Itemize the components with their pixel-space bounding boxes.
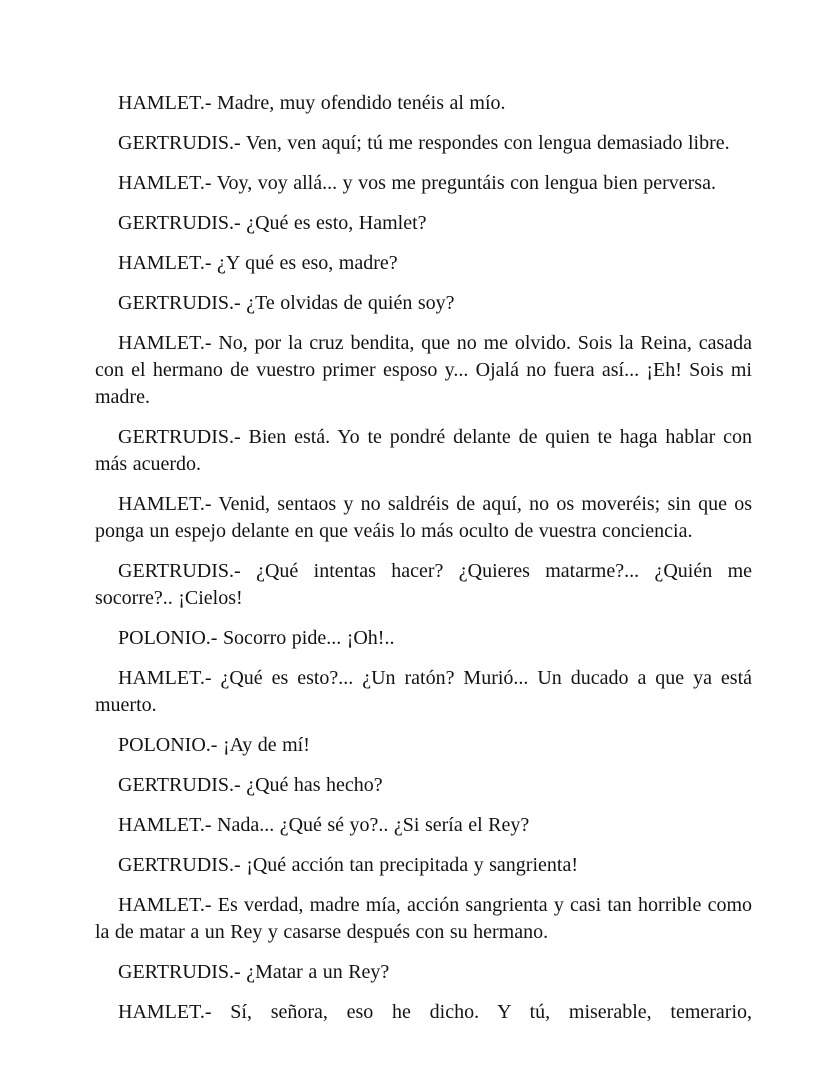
dialogue-line: Nada... ¿Qué sé yo?.. ¿Si sería el Rey? xyxy=(217,814,530,836)
dialogue-paragraph xyxy=(95,625,752,652)
dialogue-paragraph xyxy=(95,772,752,799)
dialogue-paragraph xyxy=(95,665,752,719)
speaker-name: GERTRUDIS.- xyxy=(118,212,241,234)
dialogue-paragraph xyxy=(95,424,752,478)
dialogue-line: ¿Qué es esto?... ¿Un ratón? Murió... Un ducado a que ya está muerto. xyxy=(95,667,753,716)
dialogue-paragraph xyxy=(95,558,752,612)
dialogue-paragraph xyxy=(95,732,752,759)
dialogue-paragraph xyxy=(95,999,752,1026)
dialogue-paragraph xyxy=(95,852,752,879)
dialogue-paragraph xyxy=(95,330,752,411)
speaker-name: GERTRUDIS.- xyxy=(118,132,241,154)
dialogue-line: ¡Ay de mí! xyxy=(222,734,310,756)
dialogue-paragraph xyxy=(95,250,752,277)
speaker-name: HAMLET.- xyxy=(118,332,212,354)
speaker-name: HAMLET.- xyxy=(118,92,212,114)
speaker-name: GERTRUDIS.- xyxy=(118,426,241,448)
dialogue-line: No, por la cruz bendita, que no me olvido. Sois la Reina, casada con el hermano de vuestro primer esposo y... Ojalá no fuera así... ¡Eh! Sois mi madre. xyxy=(95,332,752,408)
speaker-name: HAMLET.- xyxy=(118,252,212,274)
speaker-name: GERTRUDIS.- xyxy=(118,854,241,876)
dialogue-line: Es verdad, madre mía, acción sangrienta y casi tan horrible como la de matar a un Rey y casarse después con su hermano. xyxy=(95,894,753,943)
dialogue-line: ¡Qué acción tan precipitada y sangrienta! xyxy=(246,854,578,876)
dialogue-line: ¿Qué es esto, Hamlet? xyxy=(246,212,427,234)
speaker-name: HAMLET.- xyxy=(118,493,212,515)
speaker-name: HAMLET.- xyxy=(118,667,212,689)
dialogue-paragraph xyxy=(95,959,752,986)
dialogue-line: Ven, ven aquí; tú me respondes con lengua demasiado libre. xyxy=(245,132,730,154)
speaker-name: GERTRUDIS.- xyxy=(118,774,241,796)
dialogue-paragraph xyxy=(95,130,752,157)
speaker-name: POLONIO.- xyxy=(118,734,218,756)
speaker-name: GERTRUDIS.- xyxy=(118,292,241,314)
dialogue-line: Bien está. Yo te pondré delante de quien te haga hablar con más acuerdo. xyxy=(95,426,752,475)
dialogue-line: Venid, sentaos y no saldréis de aquí, no os moveréis; sin que os ponga un espejo delante en que veáis lo más oculto de vuestra conciencia. xyxy=(95,493,752,542)
speaker-name: GERTRUDIS.- xyxy=(118,961,241,983)
dialogue-line: ¿Matar a un Rey? xyxy=(246,961,390,983)
dialogue-line: Socorro pide... ¡Oh!.. xyxy=(222,627,395,649)
dialogue-text-block xyxy=(95,90,752,1039)
dialogue-paragraph xyxy=(95,210,752,237)
speaker-name: HAMLET.- xyxy=(118,814,212,836)
dialogue-paragraph xyxy=(95,90,752,117)
speaker-name: HAMLET.- xyxy=(118,172,212,194)
dialogue-line: ¿Qué intentas hacer? ¿Quieres matarme?... ¿Quién me socorre?.. ¡Cielos! xyxy=(95,560,753,609)
dialogue-paragraph xyxy=(95,491,752,545)
dialogue-paragraph xyxy=(95,892,752,946)
dialogue-line: ¿Y qué es eso, madre? xyxy=(217,252,398,274)
dialogue-line: Madre, muy ofendido tenéis al mío. xyxy=(217,92,506,114)
dialogue-paragraph xyxy=(95,290,752,317)
dialogue-paragraph xyxy=(95,170,752,197)
speaker-name: POLONIO.- xyxy=(118,627,218,649)
dialogue-line: ¿Te olvidas de quién soy? xyxy=(246,292,455,314)
speaker-name: GERTRUDIS.- xyxy=(118,560,241,582)
speaker-name: HAMLET.- xyxy=(118,894,212,916)
dialogue-line: ¿Qué has hecho? xyxy=(246,774,383,796)
dialogue-paragraph xyxy=(95,812,752,839)
dialogue-line: Voy, voy allá... y vos me preguntáis con lengua bien perversa. xyxy=(216,172,716,194)
speaker-name: HAMLET.- xyxy=(118,1001,212,1023)
dialogue-line: Sí, señora, eso he dicho. Y tú, miserable, temerario, xyxy=(230,1001,753,1023)
